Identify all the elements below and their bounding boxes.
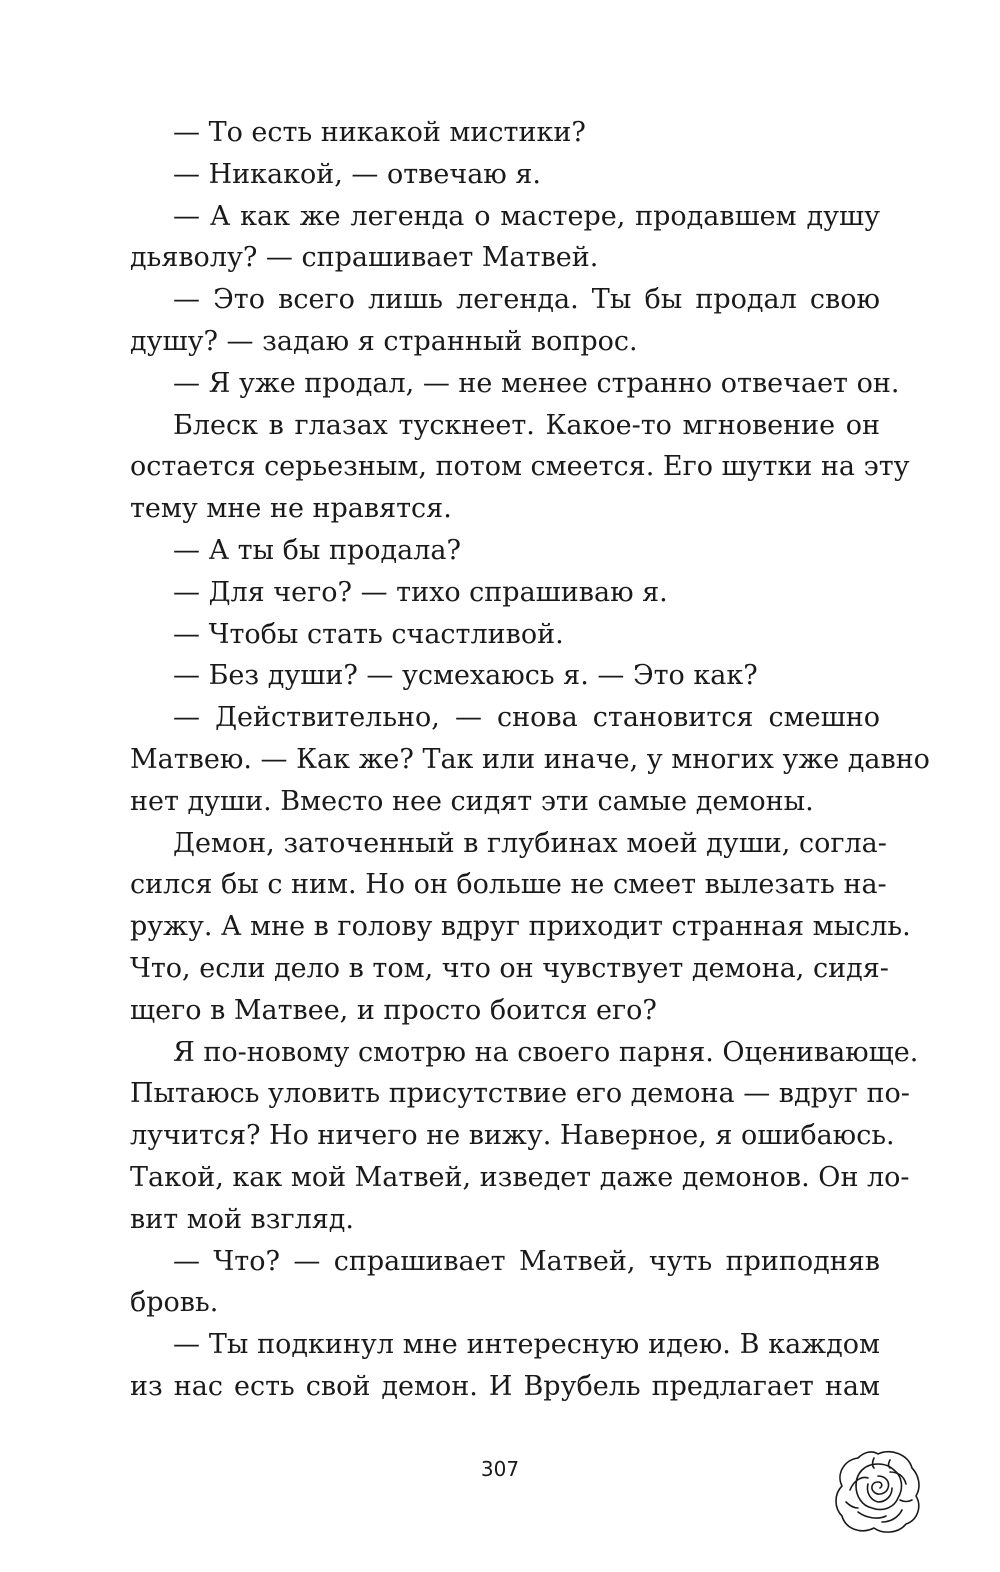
- text-line: — А как же легенда о мастере, продавшем душу: [173, 200, 880, 232]
- rose-icon: [828, 1440, 928, 1540]
- text-line: — Ты подкинул мне интересную идею. В каждом: [173, 1329, 880, 1361]
- text-line: тему мне не нравятся.: [130, 493, 452, 525]
- page-number: 307: [480, 1457, 520, 1481]
- text-line: дьяволу? — спрашивает Матвей.: [130, 242, 599, 274]
- text-line: бровь.: [130, 1287, 219, 1319]
- page-body: [130, 112, 930, 1408]
- text-line: Я по-новому смотрю на своего парня. Оценивающе.: [173, 1036, 919, 1068]
- text-line: — А ты бы продала?: [173, 534, 461, 566]
- text-line: — Что? — спрашивает Матвей, чуть приподняв: [173, 1245, 880, 1277]
- text-line: из нас есть свой демон. И Врубель предлагает нам: [130, 1370, 880, 1402]
- text-line: Что, если дело в том, что он чувствует демона, сидя-: [130, 952, 889, 984]
- text-line: Такой, как мой Матвей, изведет даже демонов. Он ло-: [130, 1161, 910, 1193]
- text-line: Пытаюсь уловить присутствие его демона — вдруг по-: [130, 1078, 910, 1110]
- text-line: — Без души? — усмехаюсь я. — Это как?: [173, 660, 758, 692]
- text-line: ружу. А мне в голову вдруг приходит странная мысль.: [130, 911, 911, 943]
- text-line: нет души. Вместо нее сидят эти самые демоны.: [130, 785, 814, 817]
- text-line: душу? — задаю я странный вопрос.: [130, 325, 638, 357]
- text-line: щего в Матвее, и просто боится его?: [130, 994, 657, 1026]
- text-line: Блеск в глазах тускнеет. Какое-то мгновение он: [173, 409, 880, 441]
- text-line: сился бы с ним. Но он больше не смеет вылезать на-: [130, 869, 887, 901]
- text-line: — Это всего лишь легенда. Ты бы продал свою: [173, 284, 880, 316]
- text-line: Матвею. — Как же? Так или иначе, у многих уже давно: [130, 743, 930, 775]
- text-line: — Чтобы стать счастливой.: [173, 618, 564, 650]
- text-line: лучится? Но ничего не вижу. Наверное, я ошибаюсь.: [130, 1120, 895, 1152]
- text-line: вит мой взгляд.: [130, 1203, 355, 1235]
- text-line: — Никакой, — отвечаю я.: [173, 158, 541, 190]
- text-line: — Я уже продал, — не менее странно отвечает он.: [173, 367, 900, 399]
- text-line: Демон, заточенный в глубинах моей души, согла-: [173, 827, 887, 859]
- text-line: — То есть никакой мистики?: [173, 117, 586, 148]
- text-line: — Для чего? — тихо спрашиваю я.: [173, 576, 668, 608]
- text-line: остается серьезным, потом смеется. Его шутки на эту: [130, 451, 910, 483]
- text-line: — Действительно, — снова становится смешно: [173, 702, 880, 734]
